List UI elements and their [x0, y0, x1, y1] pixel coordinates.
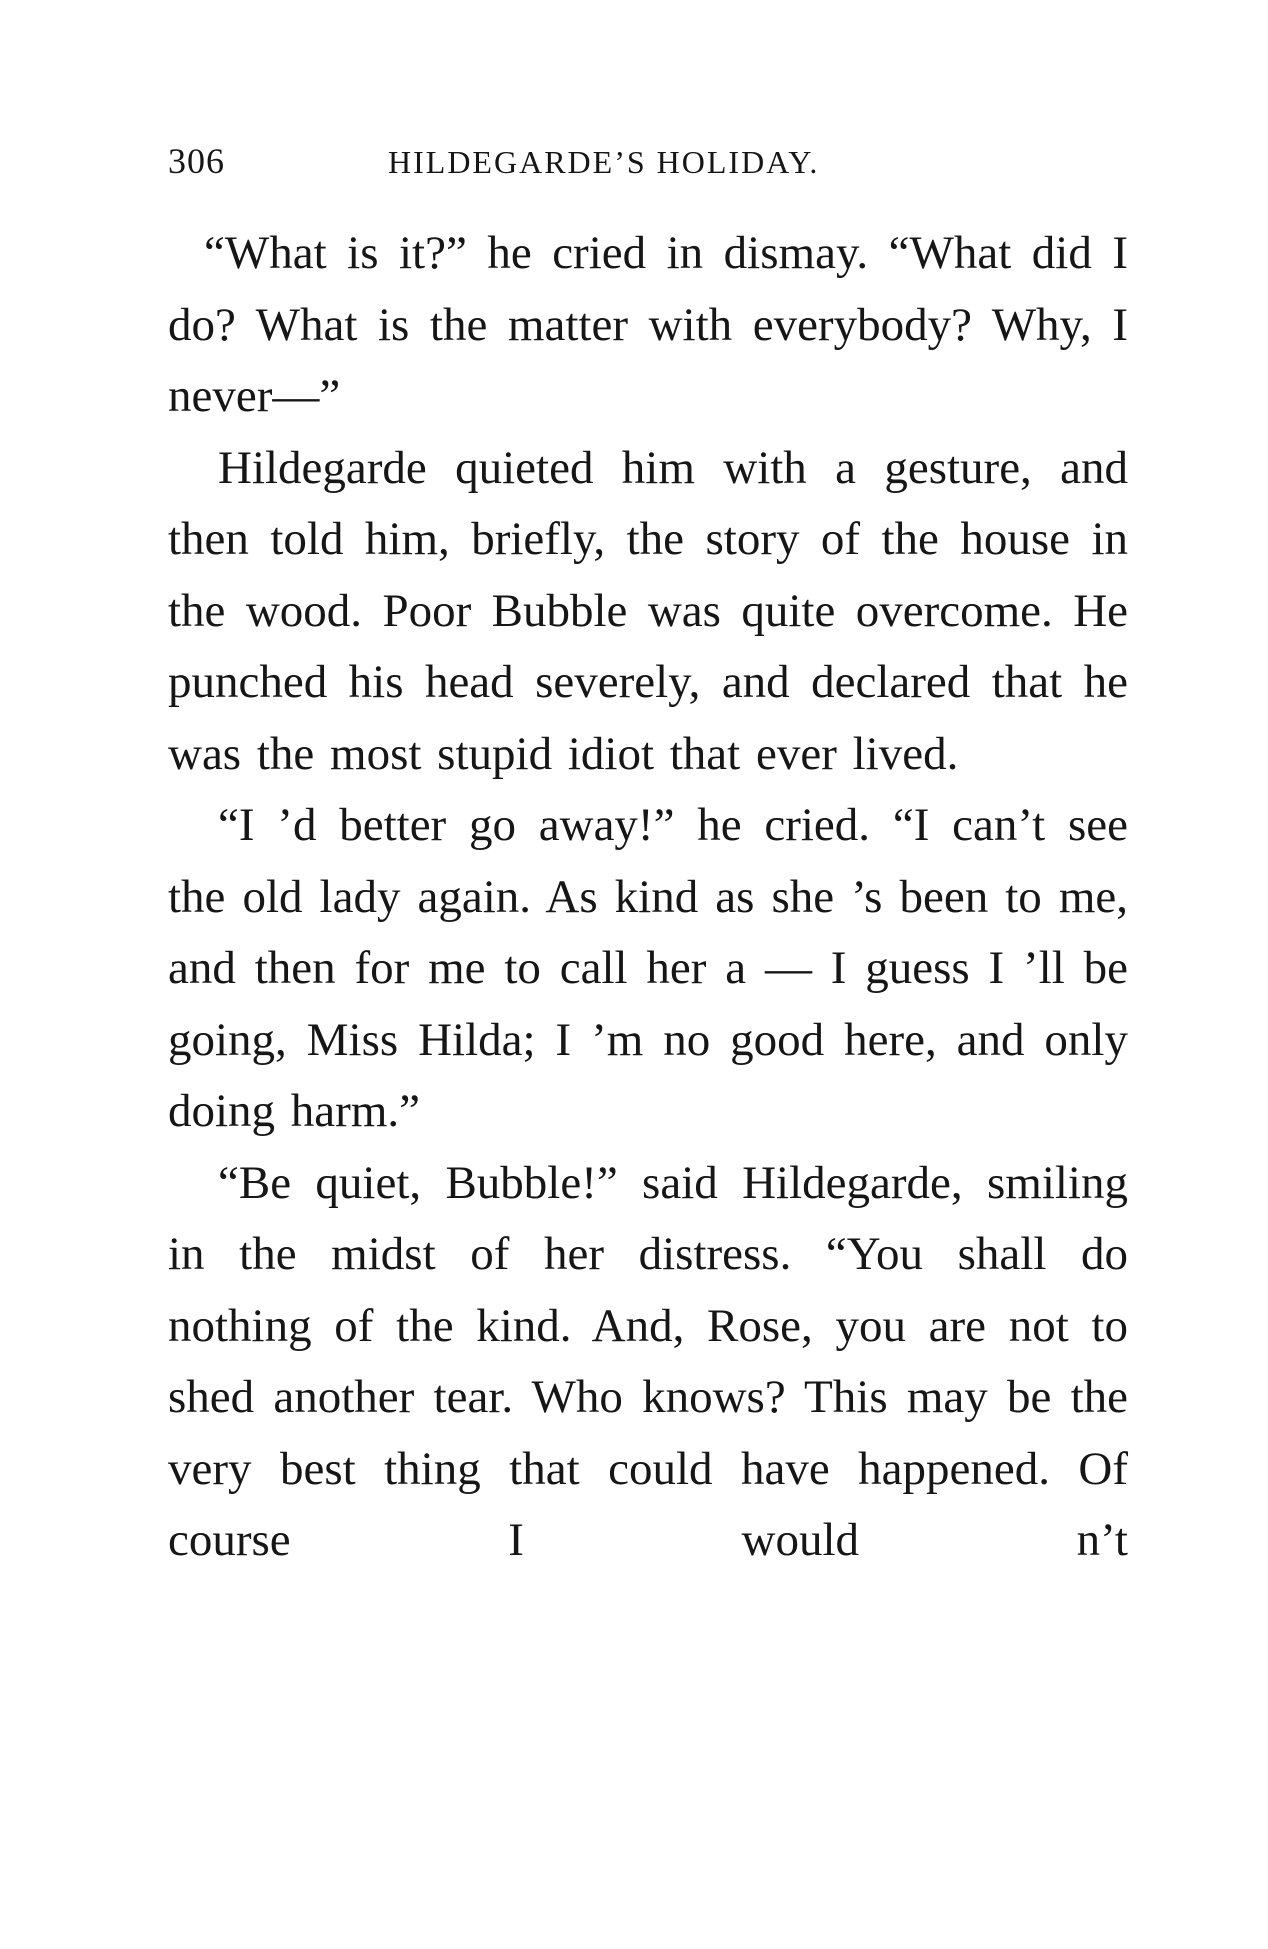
running-head: HILDEGARDE’S HOLIDAY. — [388, 144, 820, 180]
paragraph: Hildegarde quieted him with a gesture, and then told him, briefly, the story of the house in the wood. Poor Bubble was quite overcome. He punched his head severely, and declared that he was the most stupid idiot that ever lived. — [168, 441, 1128, 780]
page-header — [168, 140, 1128, 200]
page-number: 306 — [168, 141, 225, 181]
paragraph: “I ’d better go away!” he cried. “I can’t see the old lady again. As kind as she ’s been to me, and then for me to call her a — I guess I ’ll be going, Miss Hilda; I ’m no good here, and only doing harm.” — [168, 799, 1128, 1137]
paragraph: “Be quiet, Bubble!” said Hildegarde, smiling in the midst of her distress. “You shall do nothing of the kind. And, Rose, you are not to shed another tear. Who knows? This may be the very best thing that could have happened. Of course I would n’t — [168, 1156, 1128, 1566]
paragraph: “What is it?” he cried in dismay. “What did I do? What is the matter with everybody? Why, I never—” — [168, 227, 1128, 422]
body-text — [168, 218, 1128, 1577]
